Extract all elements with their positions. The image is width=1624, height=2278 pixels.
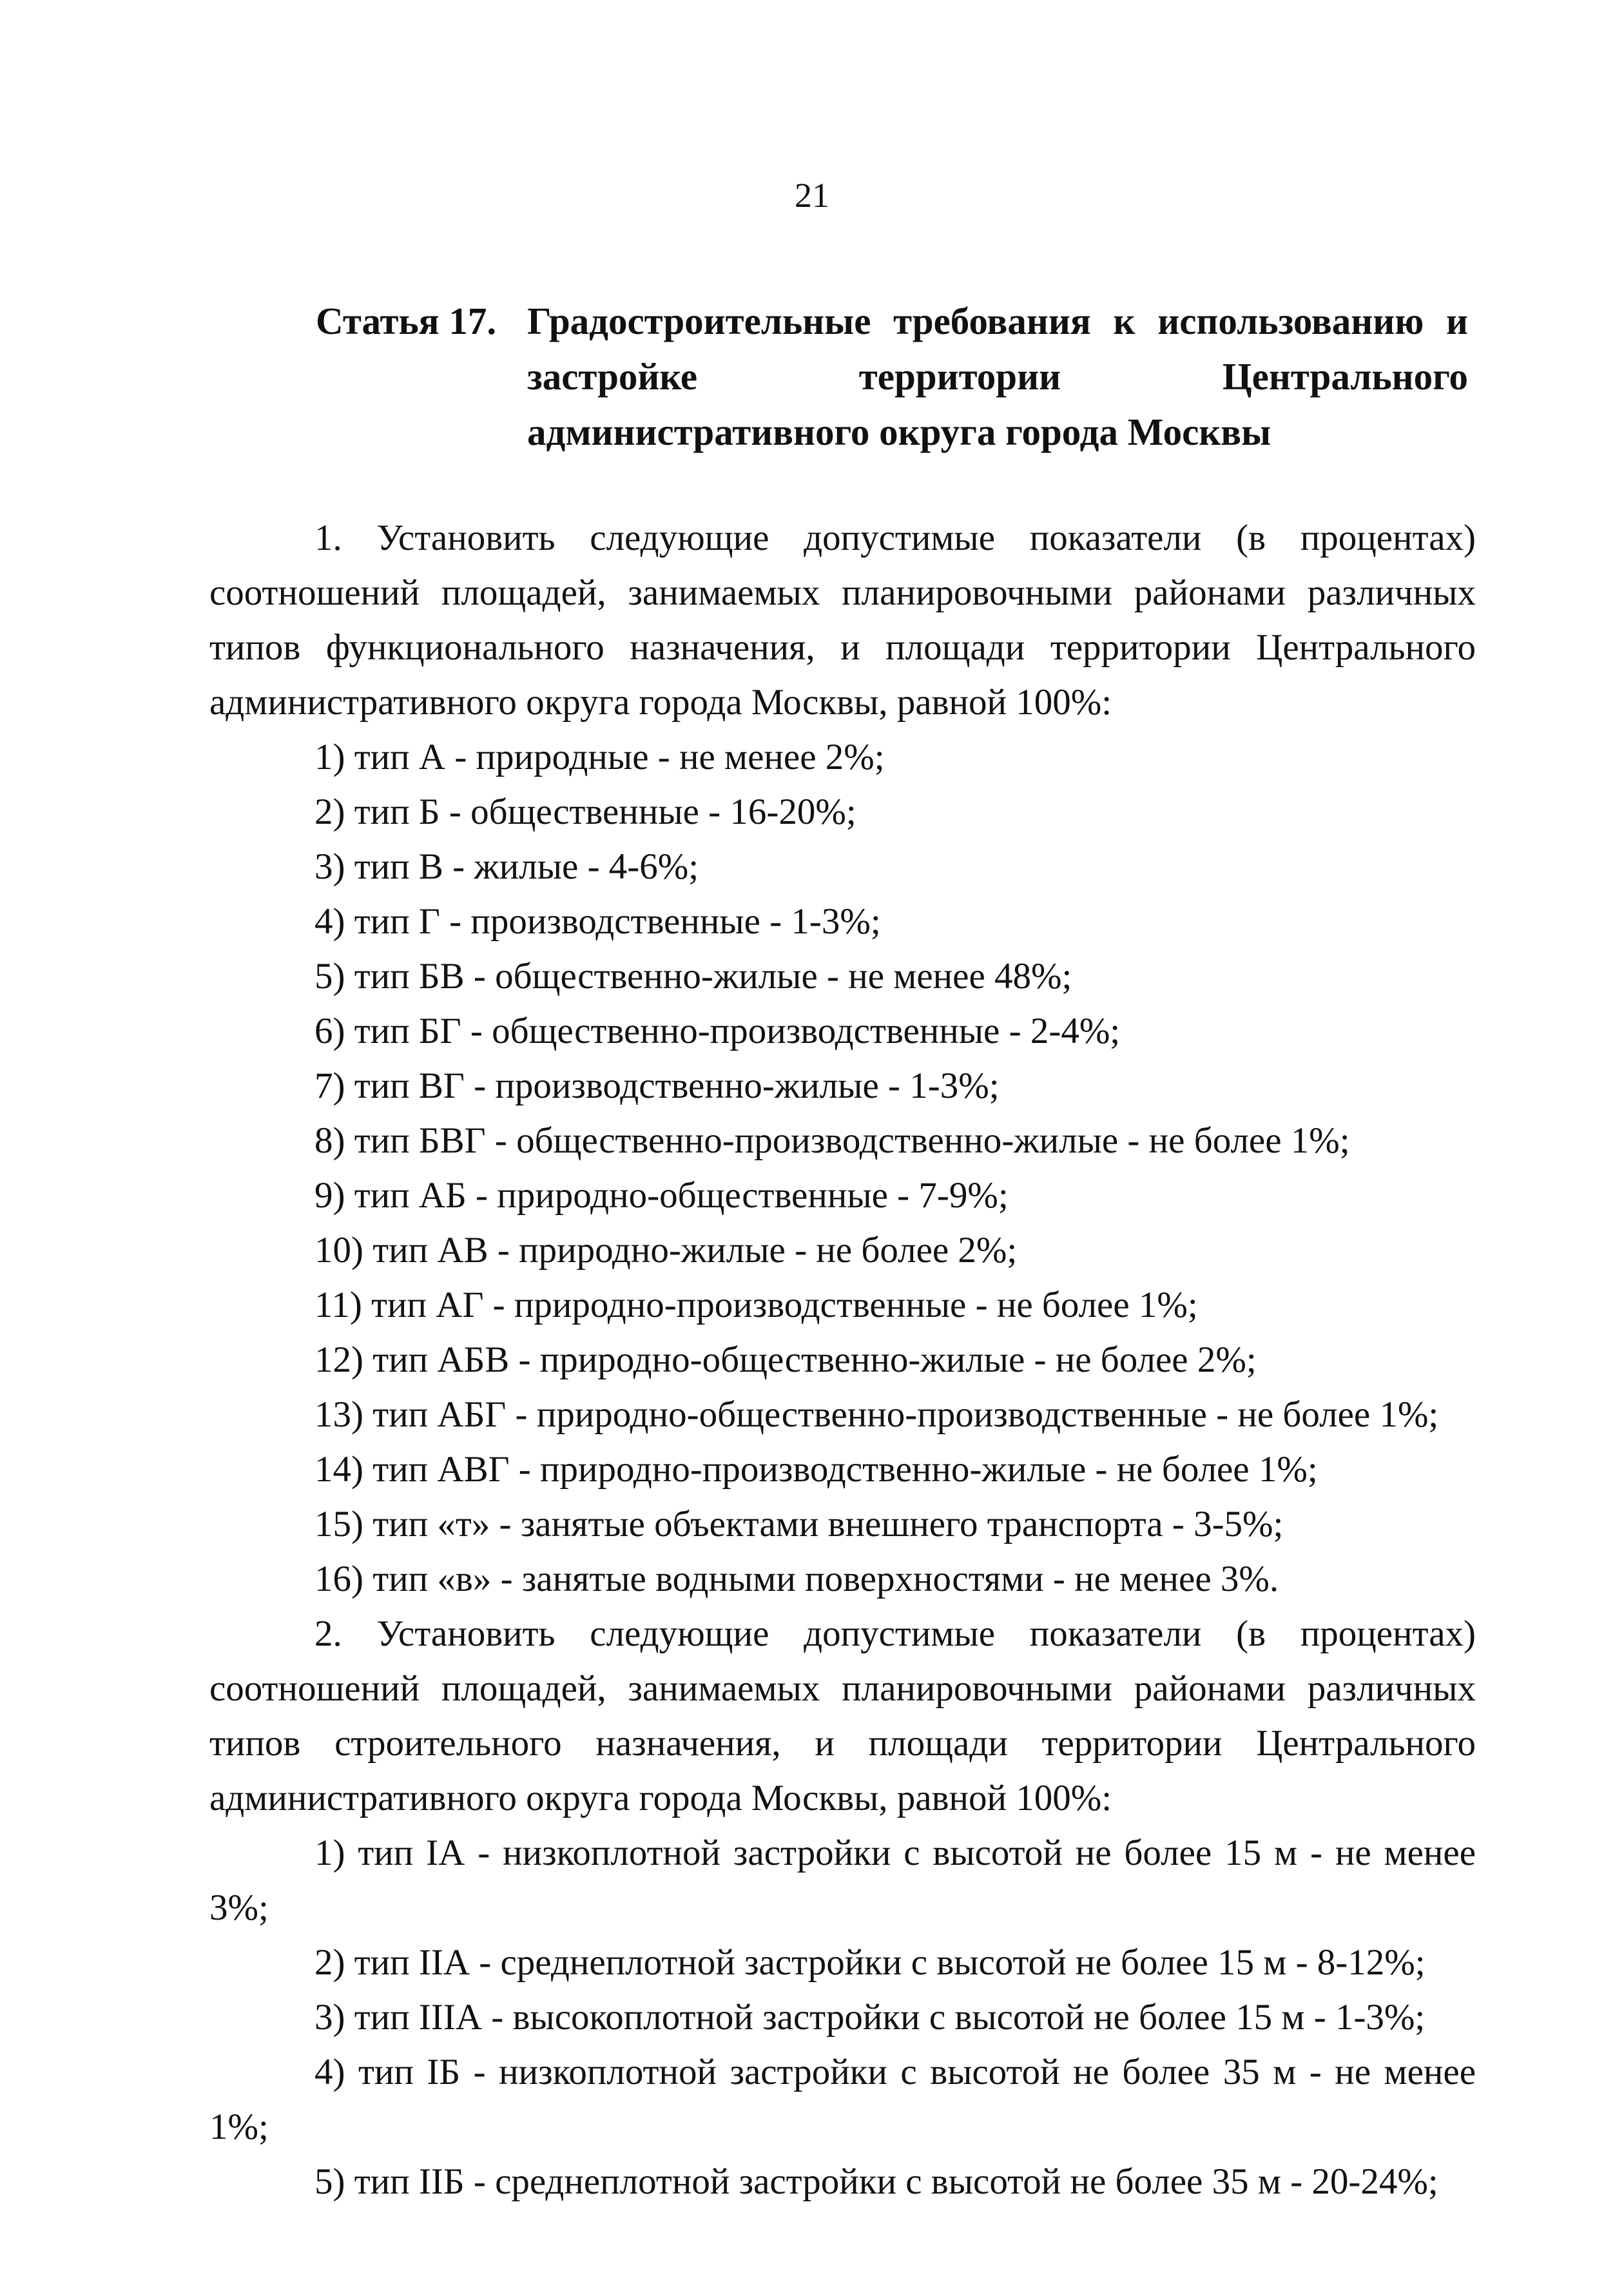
list-item: 8) тип БВГ - общественно-производственно-жилые - не более 1%; [314,1120,1350,1161]
section-2-intro: 2. Установить следующие допустимые показатели (в процентах) соотношений площадей, занимаемых планировочными районами различных типов строительного назначения, и площади территории Центрального административного округа города Москвы, равной 100%: [209,1613,1476,1818]
list-item: 13) тип АБГ - природно-общественно-производственные - не более 1%; [314,1394,1439,1435]
document-body [209,511,1476,2209]
list-item: 3) тип В - жилые - 4-6%; [314,846,699,887]
list-item: 2) тип Б - общественные - 16-20%; [314,792,856,832]
list-item: 12) тип АБВ - природно-общественно-жилые - не более 2%; [314,1339,1257,1380]
list-item: 4) тип Г - производственные - 1-3%; [314,901,881,942]
article-heading [316,293,1476,460]
list-item: 6) тип БГ - общественно-производственные - 2-4%; [314,1011,1121,1051]
list-item: 7) тип ВГ - производственно-жилые - 1-3%; [314,1066,1000,1106]
list-item: 11) тип АГ - природно-производственные - не более 1%; [314,1285,1198,1325]
list-item: 1) тип А - природные - не менее 2%; [314,737,885,777]
list-item: 10) тип АВ - природно-жилые - не более 2%; [314,1230,1018,1270]
list-item: 5) тип БВ - общественно-жилые - не менее 48%; [314,956,1072,997]
list-item: 3) тип IIIА - высокоплотной застройки с высотой не более 15 м - 1-3%; [314,1997,1426,2038]
page-number: 21 [795,176,829,215]
article-title: Градостроительные требования к использованию и застройке территории Центрального административного округа города Москвы [527,300,1468,453]
list-item: 15) тип «т» - занятые объектами внешнего транспорта - 3-5%; [314,1504,1284,1544]
section-2-list [209,1825,1476,2209]
list-item: 16) тип «в» - занятые водными поверхностями - не менее 3%. [314,1559,1279,1599]
section-1-intro: 1. Установить следующие допустимые показатели (в процентах) соотношений площадей, занимаемых планировочными районами различных типов функционального назначения, и площади территории Центрального административного округа города Москвы, равной 100%: [209,518,1476,723]
list-item: 4) тип IБ - низкоплотной застройки с высотой не более 35 м - не менее 1%; [209,2052,1476,2147]
section-1-list [209,730,1476,1606]
list-item: 5) тип IIБ - среднеплотной застройки с высотой не более 35 м - 20-24%; [314,2161,1438,2202]
article-number: Статья 17. [316,300,497,342]
list-item: 9) тип АБ - природно-общественные - 7-9%; [314,1175,1009,1216]
list-item: 2) тип IIА - среднеплотной застройки с высотой не более 15 м - 8-12%; [314,1942,1426,1983]
list-item: 1) тип IА - низкоплотной застройки с высотой не более 15 м - не менее 3%; [209,1833,1476,1928]
list-item: 14) тип АВГ - природно-производственно-жилые - не более 1%; [314,1449,1318,1490]
